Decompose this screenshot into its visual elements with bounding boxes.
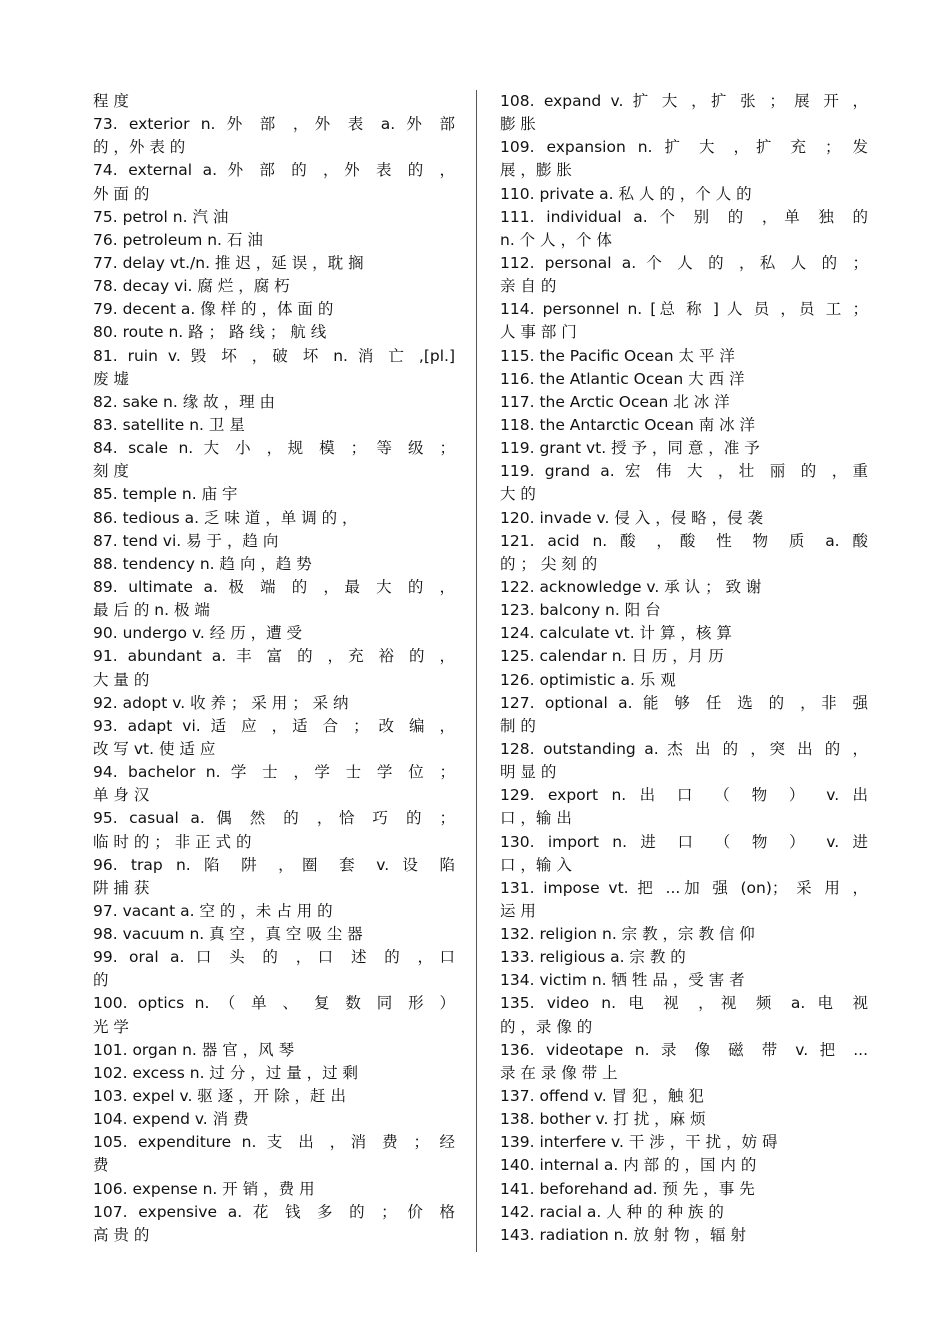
vocab-line: 94. bachelor n. 学 士 ，学 士 学 位 ； — [93, 763, 455, 782]
vocab-line: 124. calculate vt. 计 算 ，核 算 — [500, 624, 732, 643]
vocab-line: 110. private a. 私 人 的 ，个 人 的 — [500, 184, 752, 203]
vocab-line: 131. impose vt. 把 ...加 强 (on)； 采 用 ， — [500, 878, 868, 897]
vocab-line: 74. external a. 外 部 的 ，外 表 的 ， — [93, 161, 455, 180]
vocab-line: 129. export n. 出 口 （ 物 ） v. 出 — [500, 786, 868, 805]
vocab-line: 128. outstanding a. 杰 出 的 ，突 出 的 ， — [500, 739, 868, 758]
vocab-line: 125. calendar n. 日 历 ，月 历 — [500, 647, 724, 666]
vocab-line: 外 面 的 — [93, 184, 150, 203]
vocab-line: 展 ，膨 胀 — [500, 161, 572, 180]
vocab-line: 83. satellite n. 卫 星 — [93, 415, 245, 434]
vocab-line: 96. trap n. 陷 阱 ，圈 套 v. 设 陷 — [93, 855, 455, 874]
vocab-line: n. 个 人 ，个 体 — [500, 230, 612, 249]
vocab-line: 100. optics n. （ 单 、 复 数 同 形 ） — [93, 994, 455, 1013]
vocab-line: 108. expand v. 扩 大 ，扩 张 ； 展 开 ， — [500, 92, 868, 110]
vocab-line: 112. personal a. 个 人 的 ，私 人 的 ； — [500, 253, 868, 272]
vocab-line: 人 事 部 门 — [500, 323, 577, 342]
vocab-line: 的 ； 尖 刻 的 — [500, 554, 598, 573]
vocab-line: 130. import n. 进 口 （ 物 ） v. 进 — [500, 832, 868, 851]
vocab-line: 的 ，录 像 的 — [500, 1017, 593, 1036]
vocab-line: 口 ，输 出 — [500, 809, 572, 828]
right-column — [500, 90, 868, 1247]
vocab-line: 大 的 — [500, 485, 536, 504]
vocab-line: 106. expense n. 开 销 ，费 用 — [93, 1179, 315, 1198]
vocab-line: 86. tedious a. 乏 味 道 ，单 调 的 ， — [93, 508, 358, 527]
vocab-line: 88. tendency n. 趋 向 ，趋 势 — [93, 554, 312, 573]
vocab-line: 126. optimistic a. 乐 观 — [500, 670, 676, 689]
vocab-line: 的 ，外 表 的 — [93, 138, 186, 157]
vocab-line: 75. petrol n. 汽 油 — [93, 207, 229, 226]
vocab-line: 95. casual a. 偶 然 的 ，恰 巧 的 ； — [93, 809, 455, 828]
vocab-line: 115. the Pacific Ocean 太 平 洋 — [500, 346, 735, 365]
vocab-line: 136. videotape n. 录 像 磁 带 v. 把 ... — [500, 1040, 868, 1059]
vocab-line: 107. expensive a. 花 钱 多 的 ； 价 格 — [93, 1202, 455, 1221]
vocab-line: 121. acid n. 酸 ，酸 性 物 质 a. 酸 — [500, 531, 868, 550]
vocab-line: 142. racial a. 人 种 的 种 族 的 — [500, 1202, 724, 1221]
vocab-line: 膨 胀 — [500, 115, 536, 134]
vocab-line: 费 — [93, 1156, 109, 1175]
vocab-line: 111. individual a. 个 别 的 ，单 独 的 — [500, 207, 868, 226]
vocab-line: 127. optional a. 能 够 任 选 的 ，非 强 — [500, 693, 868, 712]
vocab-line: 大 量 的 — [93, 670, 150, 689]
vocab-line: 85. temple n. 庙 宇 — [93, 485, 238, 504]
vocab-line: 138. bother v. 打 扰 ，麻 烦 — [500, 1110, 706, 1129]
vocab-line: 102. excess n. 过 分 ，过 量 ，过 剩 — [93, 1063, 359, 1082]
vocab-line: 90. undergo v. 经 历 ，遭 受 — [93, 624, 303, 643]
vocab-line: 亲 自 的 — [500, 277, 557, 296]
vocab-line: 103. expel v. 驱 逐 ，开 除 ，赶 出 — [93, 1087, 346, 1106]
vocab-line: 录 在 录 像 带 上 — [500, 1063, 618, 1082]
vocab-line: 134. victim n. 牺 牲 品 ，受 害 者 — [500, 971, 745, 990]
vocab-line: 120. invade v. 侵 入 ，侵 略 ，侵 袭 — [500, 508, 764, 527]
vocab-line: 122. acknowledge v. 承 认 ； 致 谢 — [500, 577, 762, 596]
vocab-line: 104. expend v. 消 费 — [93, 1110, 249, 1129]
vocab-line: 114. personnel n. [总 称 ] 人 员 ，员 工 ； — [500, 300, 868, 319]
vocab-line: 高 贵 的 — [93, 1225, 150, 1244]
vocab-line: 口 ，输 入 — [500, 855, 572, 874]
vocab-line: 76. petroleum n. 石 油 — [93, 230, 263, 249]
vocab-line: 117. the Arctic Ocean 北 冰 洋 — [500, 392, 730, 411]
vocab-line: 87. tend vi. 易 于 ，趋 向 — [93, 531, 279, 550]
vocab-line: 光 学 — [93, 1017, 129, 1036]
vocab-line: 98. vacuum n. 真 空 ，真 空 吸 尘 器 — [93, 925, 363, 944]
vocab-line: 109. expansion n. 扩 大 ，扩 充 ； 发 — [500, 138, 868, 157]
vocab-line: 105. expenditure n. 支 出 ，消 费 ； 经 — [93, 1133, 455, 1152]
vocab-line: 79. decent a. 像 样 的 ，体 面 的 — [93, 300, 334, 319]
vocab-line: 77. delay vt./n. 推 迟 ，延 误 ，耽 搁 — [93, 253, 364, 272]
vocab-line: 84. scale n. 大 小 ，规 模 ； 等 级 ； — [93, 439, 455, 458]
vocab-line: 运 用 — [500, 901, 536, 920]
vocab-line: 阱 捕 获 — [93, 878, 150, 897]
vocab-line: 制 的 — [500, 716, 536, 735]
vocab-line: 89. ultimate a. 极 端 的 ，最 大 的 ， — [93, 577, 455, 596]
vocab-line: 临 时 的 ； 非 正 式 的 — [93, 832, 252, 851]
vocab-line: 改 写 vt. 使 适 应 — [93, 739, 216, 758]
vocab-line: 137. offend v. 冒 犯 ，触 犯 — [500, 1087, 704, 1106]
vocab-line: 81. ruin v. 毁 坏 ，破 坏 n. 消 亡 ,[pl.] — [93, 346, 455, 365]
vocab-line: 97. vacant a. 空 的 ，未 占 用 的 — [93, 901, 333, 920]
vocab-line: 明 显 的 — [500, 763, 557, 782]
vocab-line: 135. video n. 电 视 ，视 频 a. 电 视 — [500, 994, 868, 1013]
vocab-line: 141. beforehand ad. 预 先 ，事 先 — [500, 1179, 755, 1198]
vocab-line: 139. interfere v. 干 涉 ，干 扰 ，妨 碍 — [500, 1133, 778, 1152]
vocab-line: 92. adopt v. 收 养 ； 采 用 ； 采 纳 — [93, 693, 349, 712]
vocab-line: 119. grant vt. 授 予 ，同 意 ，准 予 — [500, 439, 760, 458]
vocab-line: 废 墟 — [93, 369, 129, 388]
vocab-line: 140. internal a. 内 部 的 ，国 内 的 — [500, 1156, 757, 1175]
vocab-line: 93. adapt vi. 适 应 ，适 合 ； 改 编 ， — [93, 716, 455, 735]
vocab-line: 99. oral a. 口 头 的 ，口 述 的 ，口 — [93, 948, 455, 967]
vocab-line: 的 — [93, 971, 109, 990]
vocab-line: 123. balcony n. 阳 台 — [500, 601, 661, 620]
vocab-line: 133. religious a. 宗 教 的 — [500, 948, 686, 967]
vocab-line: 116. the Atlantic Ocean 大 西 洋 — [500, 369, 745, 388]
vocab-line: 程 度 — [93, 92, 129, 110]
vocab-line: 80. route n. 路 ； 路 线 ； 航 线 — [93, 323, 327, 342]
vocab-line: 119. grand a. 宏 伟 大 ，壮 丽 的 ，重 — [500, 462, 868, 481]
vocab-line: 101. organ n. 器 官 ，风 琴 — [93, 1040, 295, 1059]
vocab-line: 最 后 的 n. 极 端 — [93, 601, 210, 620]
vocab-line: 82. sake n. 缘 故 ，理 由 — [93, 392, 275, 411]
vocab-line: 78. decay vi. 腐 烂 ，腐 朽 — [93, 277, 290, 296]
vocab-line: 118. the Antarctic Ocean 南 冰 洋 — [500, 415, 756, 434]
vocab-line: 143. radiation n. 放 射 物 ，辐 射 — [500, 1225, 746, 1244]
vocab-line: 132. religion n. 宗 教 ，宗 教 信 仰 — [500, 925, 755, 944]
column-divider — [476, 90, 477, 1252]
vocab-line: 单 身 汉 — [93, 786, 150, 805]
vocab-line: 刻 度 — [93, 462, 129, 481]
vocab-line: 73. exterior n. 外 部 ，外 表 a. 外 部 — [93, 115, 455, 134]
vocab-line: 91. abundant a. 丰 富 的 ，充 裕 的 ， — [93, 647, 455, 666]
left-column — [93, 90, 455, 1247]
